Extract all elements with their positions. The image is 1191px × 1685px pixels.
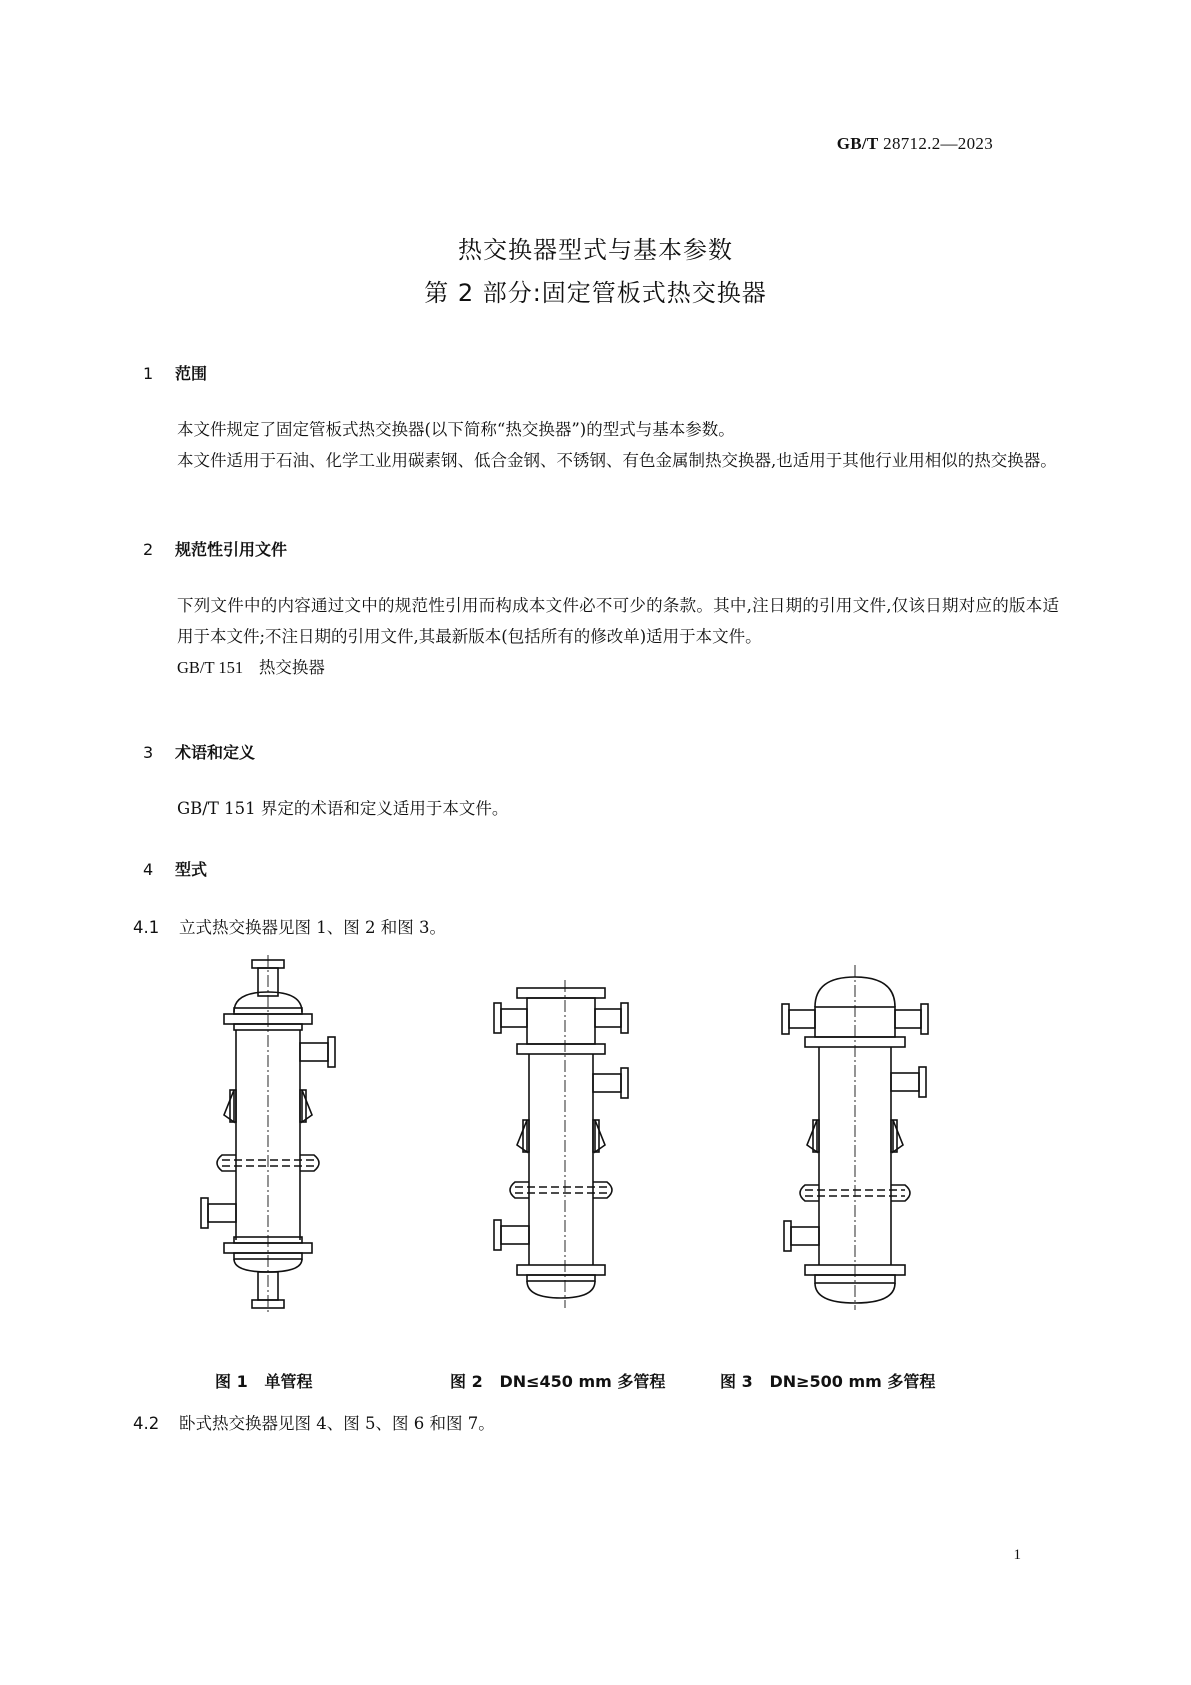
paragraph: 本文件规定了固定管板式热交换器(以下简称“热交换器”)的型式与基本参数。 — [177, 420, 735, 439]
document-title-line1: 热交换器型式与基本参数 — [458, 236, 733, 264]
figure-1-caption — [215, 1369, 312, 1392]
page-number: 1 — [1013, 1547, 1021, 1563]
paragraph: GB/T 151 界定的术语和定义适用于本文件。 — [177, 799, 509, 818]
section-3-body — [143, 793, 1059, 824]
standard-code — [837, 134, 993, 154]
figure-label: 图 2 — [450, 1372, 483, 1391]
figure-3-drawing — [775, 965, 940, 1315]
figure-caption-text: DN≤450 mm 多管程 — [499, 1372, 666, 1391]
clause-text: 立式热交换器见图 1、图 2 和图 3。 — [179, 918, 446, 937]
reference-code: GB/T 151 — [177, 658, 244, 677]
paragraph: 本文件适用于石油、化学工业用碳素钢、低合金钢、不锈钢、有色金属制热交换器,也适用于其他行业用相似的热交换器。 — [177, 451, 1057, 470]
figure-caption-text: 单管程 — [264, 1372, 313, 1391]
paragraph: 下列文件中的内容通过文中的规范性引用而构成本文件必不可少的条款。其中,注日期的引用文件,仅该日期对应的版本适用于本文件;不注日期的引用文件,其最新版本(包括所有的修改单)适用于本文件。 — [177, 596, 1059, 646]
section-4-heading — [143, 857, 207, 880]
standard-code-prefix: GB/T — [836, 134, 879, 153]
clause-number: 4.2 — [133, 1414, 160, 1433]
reference-title: 热交换器 — [258, 658, 325, 677]
section-3-heading — [143, 740, 255, 763]
figure-3-caption — [720, 1369, 935, 1392]
figure-caption-text: DN≥500 mm 多管程 — [769, 1372, 936, 1391]
section-2-heading — [143, 537, 287, 560]
figure-1-drawing — [190, 950, 360, 1320]
section-number: 1 — [143, 364, 154, 383]
section-title: 范围 — [175, 364, 208, 383]
figure-label: 图 1 — [215, 1372, 248, 1391]
section-number: 3 — [143, 743, 154, 762]
section-1-body — [143, 414, 1059, 476]
section-title: 规范性引用文件 — [175, 540, 288, 559]
section-1-heading — [143, 361, 207, 384]
clause-4-1 — [133, 914, 446, 938]
figure-2-caption — [450, 1369, 665, 1392]
section-number: 2 — [143, 540, 154, 559]
section-title: 术语和定义 — [175, 743, 256, 762]
figure-2-drawing — [485, 980, 645, 1310]
section-number: 4 — [143, 860, 154, 879]
section-title: 型式 — [175, 860, 208, 879]
clause-number: 4.1 — [133, 918, 160, 937]
document-title-line2: 第 2 部分:固定管板式热交换器 — [424, 279, 767, 307]
section-2-body — [143, 590, 1059, 683]
clause-text: 卧式热交换器见图 4、图 5、图 6 和图 7。 — [179, 1414, 495, 1433]
standard-code-number: 28712.2—2023 — [883, 134, 993, 153]
clause-4-2 — [133, 1410, 495, 1434]
normative-reference — [143, 652, 1059, 683]
figure-label: 图 3 — [720, 1372, 753, 1391]
